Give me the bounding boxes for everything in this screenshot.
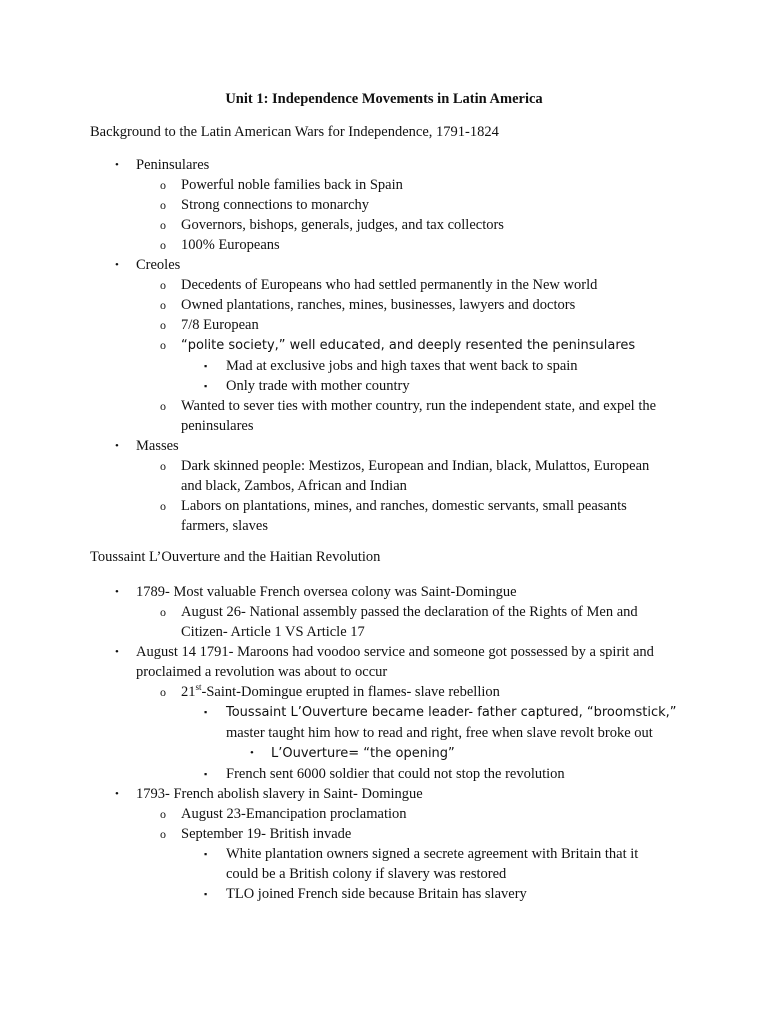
circle-bullet-icon: o [160,198,166,212]
bullet-icon: • [115,788,119,800]
background-list [90,155,690,536]
circle-bullet-icon: o [160,605,166,619]
circle-bullet-icon: o [160,298,166,312]
list-item: • August 14 1791- Maroons had voodoo service and someone got possessed by a spirit and [115,644,654,660]
circle-bullet-icon: o [160,499,166,513]
list-item: ▪ Mad at exclusive jobs and high taxes that went back to spain [204,358,578,374]
list-item: o Wanted to sever ties with mother country, run the independent state, and expel the [160,398,657,414]
circle-bullet-icon: o [160,238,166,252]
list-item: • 1793- French abolish slavery in Saint- Domingue [115,786,423,802]
circle-bullet-icon: o [160,338,166,352]
list-item-continuation: farmers, slaves [181,518,268,534]
list-item: o Dark skinned people: Mestizos, European and Indian, black, Mulattos, European [160,458,650,474]
list-item: o Labors on plantations, mines, and ranches, domestic servants, small peasants [160,498,627,514]
bullet-icon: • [115,159,119,171]
bullet-icon: • [115,440,119,452]
list-item-continuation: could be a British colony if slavery was restored [226,866,507,882]
list-item: o 21st-Saint-Domingue erupted in flames- slave rebellion [160,682,500,700]
list-item: o 7/8 European [160,317,259,333]
list-item-continuation: proclaimed a revolution was about to occur [136,664,388,680]
list-item: ▪ Only trade with mother country [204,378,410,394]
bullet-icon: • [115,259,119,271]
list-item-masses: • Masses [115,438,179,454]
page-title: Unit 1: Independence Movements in Latin America [225,91,543,107]
list-item: o September 19- British invade [160,826,352,842]
list-item-continuation: Citizen- Article 1 VS Article 17 [181,624,365,640]
list-item-creoles: • Creoles [115,257,181,273]
list-item: o 100% Europeans [160,237,280,253]
list-item: o August 26- National assembly passed the declaration of the Rights of Men and [160,604,638,620]
list-item: o Owned plantations, ranches, mines, businesses, lawyers and doctors [160,297,576,313]
list-item: ▪ Toussaint L’Ouverture became leader- father captured, “broomstick,” [90,702,690,723]
circle-bullet-icon: o [160,807,166,821]
list-item-peninsulares: • Peninsulares [115,157,210,173]
list-item-continuation: master taught him how to read and right, free when slave revolt broke out [226,725,653,741]
section-heading-haitian-revolution: Toussaint L’Ouverture and the Haitian Revolution [90,549,381,565]
bullet-icon: • [115,646,119,658]
square-bullet-icon: ▪ [204,381,208,391]
circle-bullet-icon: o [160,459,166,473]
square-bullet-icon: ▪ [204,849,208,859]
list-item: ▪ French sent 6000 soldier that could not stop the revolution [204,766,565,782]
list-item: ▪ White plantation owners signed a secrete agreement with Britain that it [204,846,639,862]
circle-bullet-icon: o [160,685,166,699]
circle-bullet-icon: o [160,827,166,841]
list-item: o “polite society,” well educated, and deeply resented the peninsulares [90,335,690,356]
circle-bullet-icon: o [160,318,166,332]
haitian-revolution-list [90,582,690,904]
list-item: • 1789- Most valuable French oversea colony was Saint-Domingue [115,584,517,600]
list-item: ▪ TLO joined French side because Britain has slavery [204,886,527,902]
list-item: o Governors, bishops, generals, judges, and tax collectors [160,217,504,233]
square-bullet-icon: ▪ [204,889,208,899]
list-item: o Strong connections to monarchy [160,197,370,213]
list-item: • L’Ouverture= “the opening” [90,743,690,764]
circle-bullet-icon: o [160,178,166,192]
circle-bullet-icon: o [160,399,166,413]
list-item: o Powerful noble families back in Spain [160,177,403,193]
section-heading-background: Background to the Latin American Wars for Independence, 1791-1824 [90,124,499,140]
list-item: o Decedents of Europeans who had settled permanently in the New world [160,277,598,293]
list-item-continuation: peninsulares [181,418,254,434]
bullet-icon: • [115,586,119,598]
square-bullet-icon: ▪ [204,769,208,779]
square-bullet-icon: ▪ [204,707,208,717]
square-bullet-icon: ▪ [204,361,208,371]
bullet-icon: • [250,747,254,759]
list-item-continuation: and black, Zambos, African and Indian [181,478,407,494]
list-item: o August 23-Emancipation proclamation [160,806,407,822]
circle-bullet-icon: o [160,218,166,232]
circle-bullet-icon: o [160,278,166,292]
